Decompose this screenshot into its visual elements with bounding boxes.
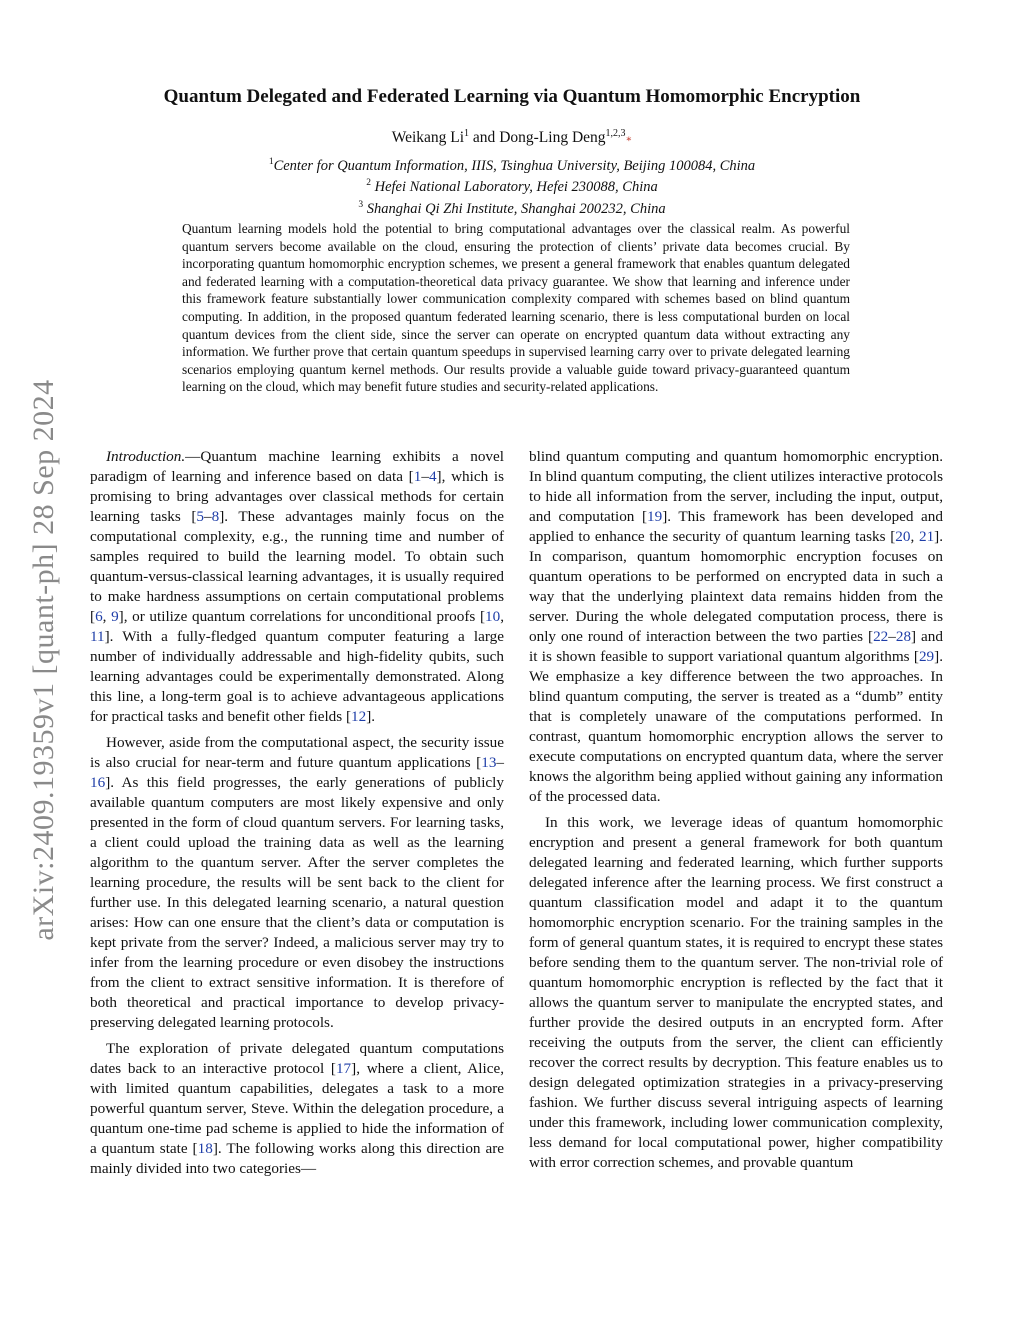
citation-link[interactable]: 28 bbox=[895, 628, 912, 645]
text-run: —Quantum machine learning exhibits a novel paradigm of learning and inference based on data [ bbox=[90, 448, 504, 485]
text-run: ] and it is shown feasible to support variational quantum algorithms [ bbox=[529, 628, 943, 665]
citation-link[interactable]: 11 bbox=[90, 628, 105, 645]
text-run: However, aside from the computational aspect, the security issue is also crucial for near-term and future quantum applications [ bbox=[90, 734, 504, 771]
text-run: ], which is promising to bring advantages over classical methods for certain learning tasks [ bbox=[90, 468, 504, 525]
citation-link[interactable]: 9 bbox=[111, 608, 119, 625]
text-run: – bbox=[496, 754, 504, 771]
paragraph-exploration bbox=[90, 1039, 504, 1179]
citation-link[interactable]: 12 bbox=[351, 708, 367, 725]
citation-link[interactable]: 5 bbox=[196, 508, 205, 525]
affiliations bbox=[0, 154, 1024, 218]
citation-link[interactable]: 8 bbox=[211, 508, 220, 525]
citation-link[interactable]: 22 bbox=[873, 628, 889, 645]
text-run: blind quantum computing and quantum homomorphic encryption. In blind quantum computing, the client utilizes interactive protocols to hide all information from the server, including the input, output, and computation [ bbox=[529, 448, 943, 525]
text-run: ]. In comparison, quantum homomorphic encryption focuses on quantum operations to be performed on encrypted data in such a way that the underlying plaintext data remains hidden from the server. During the whole delegated computation process, there is only one round of interaction between the two parties [ bbox=[529, 528, 944, 645]
author-affil-sup: 1,2,3 bbox=[605, 128, 626, 139]
author-line bbox=[0, 128, 1024, 147]
right-column bbox=[529, 447, 943, 1179]
text-run: – bbox=[421, 468, 429, 485]
affiliation-sup: 3 bbox=[358, 199, 364, 210]
text-run: In this work, we leverage ideas of quantum homomorphic encryption and present a general framework for both quantum delegated learning and federated learning, which further supports delegated inference after the learning process. We first construct a quantum classification model and adapt it to the quantum homomorphic encryption scenario. For the training samples in the form of general quantum states, it is required to encrypt these states before sending them to the quantum server. The non-trivial role of quantum homomorphic encryption is reflected by the fact that it allows the quantum server to manipulate the encrypted states, and further provide the desired outputs in an encrypted form. After receiving the outputs from the server, the client can efficiently recover the correct results by decryption. This feature enables us to design delegated optimization strategies in a privacy-preserving fashion. We further discuss several intriguing aspects of learning under this framework, including lower communication complexity, less demand for local computational power, higher compatibility with error correction schemes, and provable quantum bbox=[529, 814, 943, 1171]
citation-link[interactable]: 16 bbox=[90, 774, 106, 791]
paragraph-introduction bbox=[90, 447, 504, 727]
corresponding-author-link[interactable]: ∗ bbox=[625, 134, 633, 146]
text-run: , bbox=[500, 608, 505, 625]
abstract: Quantum learning models hold the potential to bring computational advantages over the classical realm. As powerful quantum servers become available on the cloud, ensuring the protection of clients’ private data becomes crucial. By incorporating quantum homomorphic encryption schemes, we present a general framework that enables quantum delegated and federated learning with a computation-theoretical data privacy guarantee. We show that learning and inference under this framework feature substantially lower communication complexity compared with schemes based on blind quantum computing. In addition, in the proposed quantum federated learning scenario, there is less computational burden on local quantum devices from the client side, since the server can operate on encrypted quantum data without extracting any information. We further prove that certain quantum speedups in supervised learning carry over to private delegated learning scenarios employing quantum kernel methods. Our results provide a valuable guide toward privacy-guaranteed quantum learning on the cloud, which may benefit future studies and security-related applications. bbox=[182, 221, 850, 395]
text-run: ]. bbox=[366, 708, 376, 725]
paper-title: Quantum Delegated and Federated Learning via Quantum Homomorphic Encryption bbox=[163, 86, 861, 107]
text-run: ]. These advantages mainly focus on the computational complexity, e.g., the running time and number of samples required to build the learning model. To obtain such quantum-versus-classical learning advantages, it is usually required to make hardness assumptions on certain computational problems [ bbox=[90, 508, 504, 625]
affiliation-text: Hefei National Laboratory, Hefei 230088, China bbox=[370, 179, 658, 196]
citation-link[interactable]: 20 bbox=[895, 528, 911, 545]
text-run: ], or utilize quantum correlations for unconditional proofs [ bbox=[118, 608, 486, 625]
text-run: – bbox=[204, 508, 212, 525]
paragraph-security bbox=[90, 733, 504, 1033]
author-name: Dong-Ling Deng bbox=[499, 129, 606, 147]
text-run: ]. This framework has been developed and applied to enhance the security of quantum learning tasks [ bbox=[529, 508, 943, 545]
citation-link[interactable]: 19 bbox=[647, 508, 663, 525]
affiliation-line bbox=[0, 197, 1024, 218]
affiliation-sup: 1 bbox=[268, 157, 274, 167]
text-run: , bbox=[102, 608, 112, 625]
affiliation-line bbox=[0, 154, 1024, 175]
author-name: Weikang Li bbox=[391, 129, 465, 147]
text-run: The exploration of private delegated quantum computations dates back to an interactive protocol [ bbox=[90, 1040, 504, 1077]
text-run: ], where a client, Alice, with limited quantum capabilities, delegates a task to a more powerful quantum server, Steve. Within the delegation procedure, a quantum one-time pad scheme is applied to hide the information of a quantum state [ bbox=[90, 1060, 504, 1157]
affiliation-text: Center for Quantum Information, IIIS, Tsinghua University, Beijing 100084, China bbox=[273, 157, 756, 174]
text-run: , bbox=[910, 528, 919, 545]
text-run: ]. As this field progresses, the early generations of publicly available quantum computers are most likely expensive and only presented in the form of cloud quantum servers. For learning tasks, a client could upload the training data as well as the learning algorithm to the quantum server. After the server completes the learning procedure, the results will be sent back to the client for further use. In this delegated learning scenario, a natural question arises: How can one ensure that the client’s data or computation is kept private from the server? Indeed, a malicious server may try to infer from the learning procedure or even disobey the instructions from the client to extract sensitive information. It is therefore of both theoretical and practical importance to develop privacy-preserving delegated learning protocols. bbox=[90, 774, 504, 1031]
citation-link[interactable]: 10 bbox=[485, 608, 501, 625]
author-conjunction: and bbox=[469, 129, 500, 147]
citation-link[interactable]: 1 bbox=[413, 468, 422, 485]
section-label-introduction: Introduction. bbox=[106, 448, 186, 465]
citation-link[interactable]: 18 bbox=[197, 1140, 213, 1157]
citation-link[interactable]: 4 bbox=[428, 468, 437, 485]
citation-link[interactable]: 29 bbox=[918, 648, 935, 665]
paragraph-continued bbox=[529, 447, 943, 807]
citation-link[interactable]: 21 bbox=[918, 528, 935, 545]
citation-link[interactable]: 17 bbox=[335, 1060, 352, 1077]
left-column bbox=[90, 447, 504, 1185]
text-run: ]. The following works along this direction are mainly divided into two categories— bbox=[90, 1140, 505, 1177]
affiliation-text: Shanghai Qi Zhi Institute, Shanghai 200232, China bbox=[363, 200, 666, 217]
author-affil-sup: 1 bbox=[464, 128, 470, 139]
text-run: ]. We emphasize a key difference between the two approaches. In blind quantum computing, the server is treated as a “dumb” entity that is completely unaware of the computations performed. In contrast, quantum homomorphic encryption allows the server to execute computations on encrypted quantum data, where the server knows the algorithm being applied without gaining any information of the processed data. bbox=[529, 648, 943, 805]
text-run: ]. With a fully-fledged quantum computer featuring a large number of individually addressable and high-fidelity qubits, such learning advantages could be experimentally demonstrated. Along this line, a long-term goal is to achieve advantageous applications for practical tasks and benefit other fields [ bbox=[90, 628, 504, 725]
affiliation-line bbox=[0, 175, 1024, 196]
affiliation-sup: 2 bbox=[366, 178, 371, 189]
citation-link[interactable]: 13 bbox=[481, 754, 497, 771]
citation-link[interactable]: 6 bbox=[95, 608, 103, 625]
text-run: – bbox=[888, 628, 896, 645]
arxiv-identifier-stamp: arXiv:2409.19359v1 [quant-ph] 28 Sep 2024 bbox=[27, 379, 60, 941]
paragraph-this-work bbox=[529, 813, 943, 1173]
